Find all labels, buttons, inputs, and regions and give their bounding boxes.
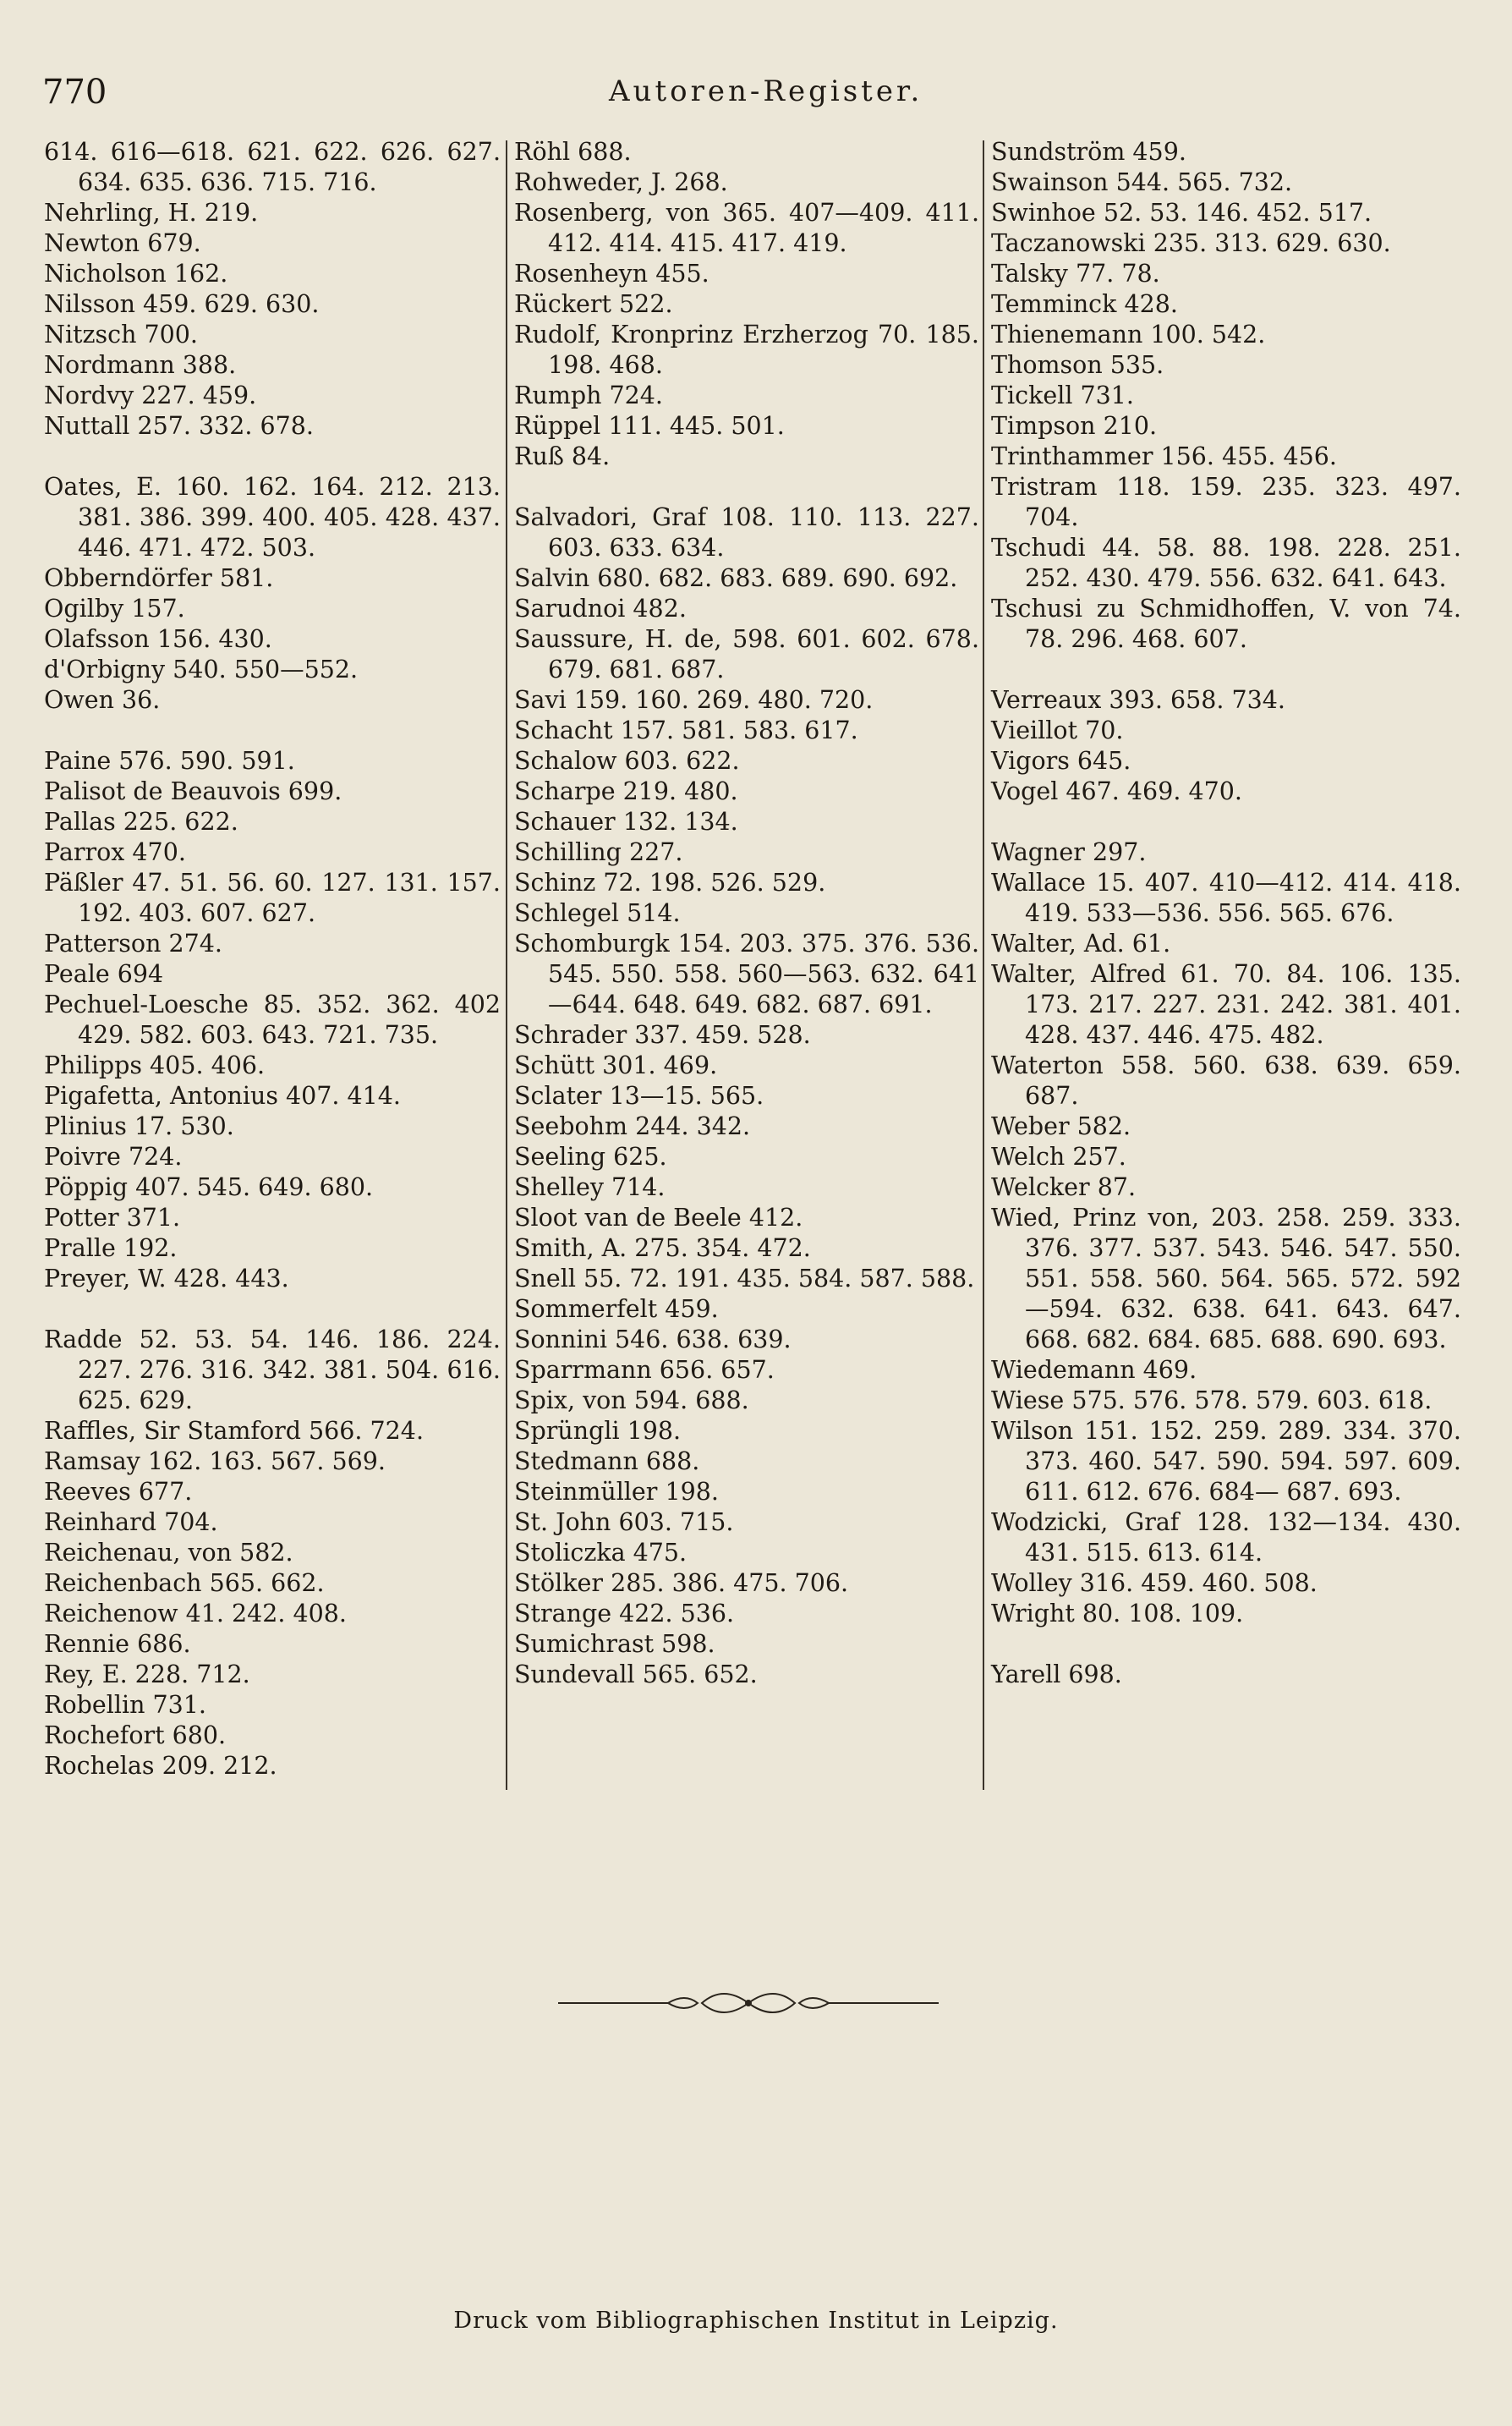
- index-entry: Rochefort 680.: [44, 1721, 227, 1749]
- index-entry: Vieillot 70.: [991, 716, 1124, 744]
- letter-group-gap: [991, 655, 1461, 685]
- index-entry: Reichenow 41. 242. 408.: [44, 1600, 347, 1627]
- ornament-divider-icon: [558, 1978, 939, 2028]
- index-entry: Nordvy 227. 459.: [44, 381, 257, 409]
- index-entry: Wallace 15. 407. 410—412. 414. 418. 419. 533—536. 556. 565. 676.: [991, 869, 1461, 927]
- index-entry: Schilling 227.: [514, 838, 683, 866]
- index-entry: Rückert 522.: [514, 290, 673, 318]
- index-entry: Sarudnoi 482.: [514, 595, 687, 623]
- index-entry: 614. 616—618. 621. 622. 626. 627. 634. 635. 636. 715. 716.: [44, 138, 501, 196]
- index-entry: Stoliczka 475.: [514, 1539, 688, 1567]
- index-entry: Nordmann 388.: [44, 351, 237, 379]
- index-entry: Schomburgk 154. 203. 375. 376. 536. 545. 550. 558. 560—563. 632. 641—644. 648. 649. 682. 687. 691.: [514, 930, 979, 1018]
- index-entry: Wiese 575. 576. 578. 579. 603. 618.: [991, 1386, 1433, 1414]
- index-entry: Tschudi 44. 58. 88. 198. 228. 251. 252. 430. 479. 556. 632. 641. 643.: [991, 534, 1461, 592]
- letter-group-gap: [44, 716, 501, 746]
- index-entry: Ogilby 157.: [44, 595, 185, 623]
- index-entry: Stölker 285. 386. 475. 706.: [514, 1569, 849, 1597]
- index-entry: Schacht 157. 581. 583. 617.: [514, 716, 858, 744]
- index-entry: Thienemann 100. 542.: [991, 321, 1266, 349]
- index-entry: Rüppel 111. 445. 501.: [514, 412, 785, 440]
- index-entry: Peale 694: [44, 960, 164, 988]
- index-entry: Sundevall 565. 652.: [514, 1660, 758, 1688]
- column-rule: [506, 140, 507, 1790]
- index-entry: Nitzsch 700.: [44, 321, 198, 349]
- index-entry: Pralle 192.: [44, 1234, 178, 1262]
- index-entry: Taczanowski 235. 313. 629. 630.: [991, 229, 1391, 257]
- index-entry: Yarell 698.: [991, 1660, 1122, 1688]
- index-entry: Trinthammer 156. 455. 456.: [991, 442, 1337, 470]
- index-entry: Radde 52. 53. 54. 146. 186. 224. 227. 276. 316. 342. 381. 504. 616. 625. 629.: [44, 1326, 501, 1414]
- printer-imprint: Druck vom Bibliographischen Institut in Leipzig.: [453, 2308, 1059, 2334]
- index-entry: Stedmann 688.: [514, 1447, 700, 1475]
- index-entry: Seebohm 244. 342.: [514, 1112, 751, 1140]
- page-header: [42, 73, 964, 123]
- index-entry: Pallas 225. 622.: [44, 808, 238, 836]
- index-entry: Philipps 405. 406.: [44, 1051, 266, 1079]
- index-entry: Reeves 677.: [44, 1478, 193, 1506]
- index-entry: Rochelas 209. 212.: [44, 1752, 277, 1780]
- index-entry: Reichenbach 565. 662.: [44, 1569, 325, 1597]
- index-entry: Preyer, W. 428. 443.: [44, 1265, 289, 1293]
- index-entry: Schinz 72. 198. 526. 529.: [514, 869, 826, 897]
- index-entry: Pigafetta, Antonius 407. 414.: [44, 1082, 401, 1110]
- index-entry: Sommerfelt 459.: [514, 1295, 719, 1323]
- index-entry: Thomson 535.: [991, 351, 1164, 379]
- index-entry: Nehrling, H. 219.: [44, 199, 259, 227]
- index-entry: Paine 576. 590. 591.: [44, 747, 295, 775]
- index-column-1: [44, 137, 501, 1781]
- index-entry: Steinmüller 198.: [514, 1478, 719, 1506]
- index-entry: Rosenheyn 455.: [514, 260, 709, 288]
- index-column-3: [991, 137, 1461, 1690]
- index-entry: Wagner 297.: [991, 838, 1147, 866]
- index-entry: Tschusi zu Schmidhoffen, V. von 74. 78. 296. 468. 607.: [991, 595, 1461, 653]
- index-entry: Röhl 688.: [514, 138, 632, 166]
- index-entry: Rumph 724.: [514, 381, 663, 409]
- index-entry: Timpson 210.: [991, 412, 1158, 440]
- index-entry: Nilsson 459. 629. 630.: [44, 290, 320, 318]
- index-entry: Swinhoe 52. 53. 146. 452. 517.: [991, 199, 1372, 227]
- index-column-2: [514, 137, 979, 1690]
- index-entry: Sonnini 546. 638. 639.: [514, 1326, 792, 1353]
- index-entry: Oates, E. 160. 162. 164. 212. 213. 381. 386. 399. 400. 405. 428. 437. 446. 471. 472. 503.: [44, 473, 501, 562]
- index-entry: Wright 80. 108. 109.: [991, 1600, 1244, 1627]
- index-entry: Wilson 151. 152. 259. 289. 334. 370. 373. 460. 547. 590. 594. 597. 609. 611. 612. 676. 684— 687. 693.: [991, 1417, 1461, 1506]
- index-entry: Tickell 731.: [991, 381, 1134, 409]
- index-entry: Wodzicki, Graf 128. 132—134. 430. 431. 515. 613. 614.: [991, 1508, 1461, 1567]
- index-entry: Scharpe 219. 480.: [514, 777, 738, 805]
- index-entry: Wolley 316. 459. 460. 508.: [991, 1569, 1318, 1597]
- index-entry: Poivre 724.: [44, 1143, 183, 1171]
- index-entry: Smith, A. 275. 354. 472.: [514, 1234, 811, 1262]
- index-entry: d'Orbigny 540. 550—552.: [44, 656, 359, 683]
- index-entry: Reichenau, von 582.: [44, 1539, 293, 1567]
- index-entry: Sparrmann 656. 657.: [514, 1356, 775, 1384]
- index-entry: Plinius 17. 530.: [44, 1112, 234, 1140]
- index-entry: Ruß 84.: [514, 442, 611, 470]
- index-entry: Shelley 714.: [514, 1173, 666, 1201]
- index-entry: Swainson 544. 565. 732.: [991, 168, 1293, 196]
- index-entry: Nicholson 162.: [44, 260, 228, 288]
- running-title: Autoren-Register.: [609, 74, 923, 108]
- index-entry: Spix, von 594. 688.: [514, 1386, 749, 1414]
- index-entry: Weber 582.: [991, 1112, 1131, 1140]
- index-entry: Parrox 470.: [44, 838, 186, 866]
- index-entry: Walter, Alfred 61. 70. 84. 106. 135. 173. 217. 227. 231. 242. 381. 401. 428. 437. 446. 475. 482.: [991, 960, 1461, 1049]
- index-entry: Talsky 77. 78.: [991, 260, 1160, 288]
- index-entry: Reinhard 704.: [44, 1508, 218, 1536]
- index-entry: Patterson 274.: [44, 930, 222, 958]
- index-entry: Waterton 558. 560. 638. 639. 659. 687.: [991, 1051, 1461, 1110]
- letter-group-gap: [44, 1294, 501, 1325]
- index-entry: Ramsay 162. 163. 567. 569.: [44, 1447, 386, 1475]
- index-entry: Raffles, Sir Stamford 566. 724.: [44, 1417, 425, 1445]
- index-entry: Päßler 47. 51. 56. 60. 127. 131. 157. 192. 403. 607. 627.: [44, 869, 501, 927]
- index-entry: Sundström 459.: [991, 138, 1186, 166]
- index-entry: Schauer 132. 134.: [514, 808, 738, 836]
- index-entry: Savi 159. 160. 269. 480. 720.: [514, 686, 874, 714]
- index-entry: Robellin 731.: [44, 1691, 206, 1719]
- column-rule: [983, 140, 984, 1790]
- index-entry: Schütt 301. 469.: [514, 1051, 718, 1079]
- index-entry: Vogel 467. 469. 470.: [991, 777, 1242, 805]
- index-entry: Saussure, H. de, 598. 601. 602. 678. 679. 681. 687.: [514, 625, 979, 683]
- index-entry: Snell 55. 72. 191. 435. 584. 587. 588.: [514, 1265, 975, 1293]
- index-entry: Sclater 13—15. 565.: [514, 1082, 764, 1110]
- index-entry: Sloot van de Beele 412.: [514, 1204, 803, 1232]
- index-entry: Schalow 603. 622.: [514, 747, 740, 775]
- index-entry: Seeling 625.: [514, 1143, 667, 1171]
- index-entry: Potter 371.: [44, 1204, 181, 1232]
- index-entry: Sprüngli 198.: [514, 1417, 682, 1445]
- index-entry: Schrader 337. 459. 528.: [514, 1021, 811, 1049]
- index-entry: Verreaux 393. 658. 734.: [991, 686, 1285, 714]
- index-entry: Nuttall 257. 332. 678.: [44, 412, 314, 440]
- index-entry: Obberndörfer 581.: [44, 564, 274, 592]
- index-entry: Owen 36.: [44, 686, 161, 714]
- index-entry: Rennie 686.: [44, 1630, 191, 1658]
- index-entry: Rey, E. 228. 712.: [44, 1660, 250, 1688]
- letter-group-gap: [514, 472, 979, 502]
- letter-group-gap: [44, 442, 501, 472]
- letter-group-gap: [991, 1629, 1461, 1660]
- index-entry: Salvadori, Graf 108. 110. 113. 227. 603. 633. 634.: [514, 503, 979, 562]
- index-entry: Rohweder, J. 268.: [514, 168, 728, 196]
- index-entry: Rudolf, Kronprinz Erzherzog 70. 185. 198. 468.: [514, 321, 979, 379]
- index-entry: Vigors 645.: [991, 747, 1131, 775]
- index-entry: Olafsson 156. 430.: [44, 625, 272, 653]
- index-entry: Palisot de Beauvois 699.: [44, 777, 342, 805]
- index-entry: Walter, Ad. 61.: [991, 930, 1171, 958]
- index-entry: Newton 679.: [44, 229, 201, 257]
- index-entry: Welcker 87.: [991, 1173, 1137, 1201]
- page-number: 770: [42, 73, 107, 112]
- index-entry: Pechuel-Loesche 85. 352. 362. 402 429. 582. 603. 643. 721. 735.: [44, 991, 501, 1049]
- index-entry: Salvin 680. 682. 683. 689. 690. 692.: [514, 564, 958, 592]
- index-entry: Temminck 428.: [991, 290, 1178, 318]
- index-entry: Wied, Prinz von, 203. 258. 259. 333. 376. 377. 537. 543. 546. 547. 550. 551. 558. 560. 564. 565. 572. 592—594. 632. 638. 641. 643. 647. 668. 682. 684. 685. 688. 690. 693.: [991, 1204, 1461, 1353]
- index-entry: Sumichrast 598.: [514, 1630, 715, 1658]
- index-entry: Welch 257.: [991, 1143, 1126, 1171]
- index-entry: Rosenberg, von 365. 407—409. 411. 412. 414. 415. 417. 419.: [514, 199, 979, 257]
- index-entry: Schlegel 514.: [514, 899, 681, 927]
- index-entry: Wiedemann 469.: [991, 1356, 1197, 1384]
- index-entry: Tristram 118. 159. 235. 323. 497. 704.: [991, 473, 1461, 531]
- letter-group-gap: [991, 807, 1461, 837]
- index-entry: Pöppig 407. 545. 649. 680.: [44, 1173, 374, 1201]
- index-entry: St. John 603. 715.: [514, 1508, 734, 1536]
- index-entry: Strange 422. 536.: [514, 1600, 735, 1627]
